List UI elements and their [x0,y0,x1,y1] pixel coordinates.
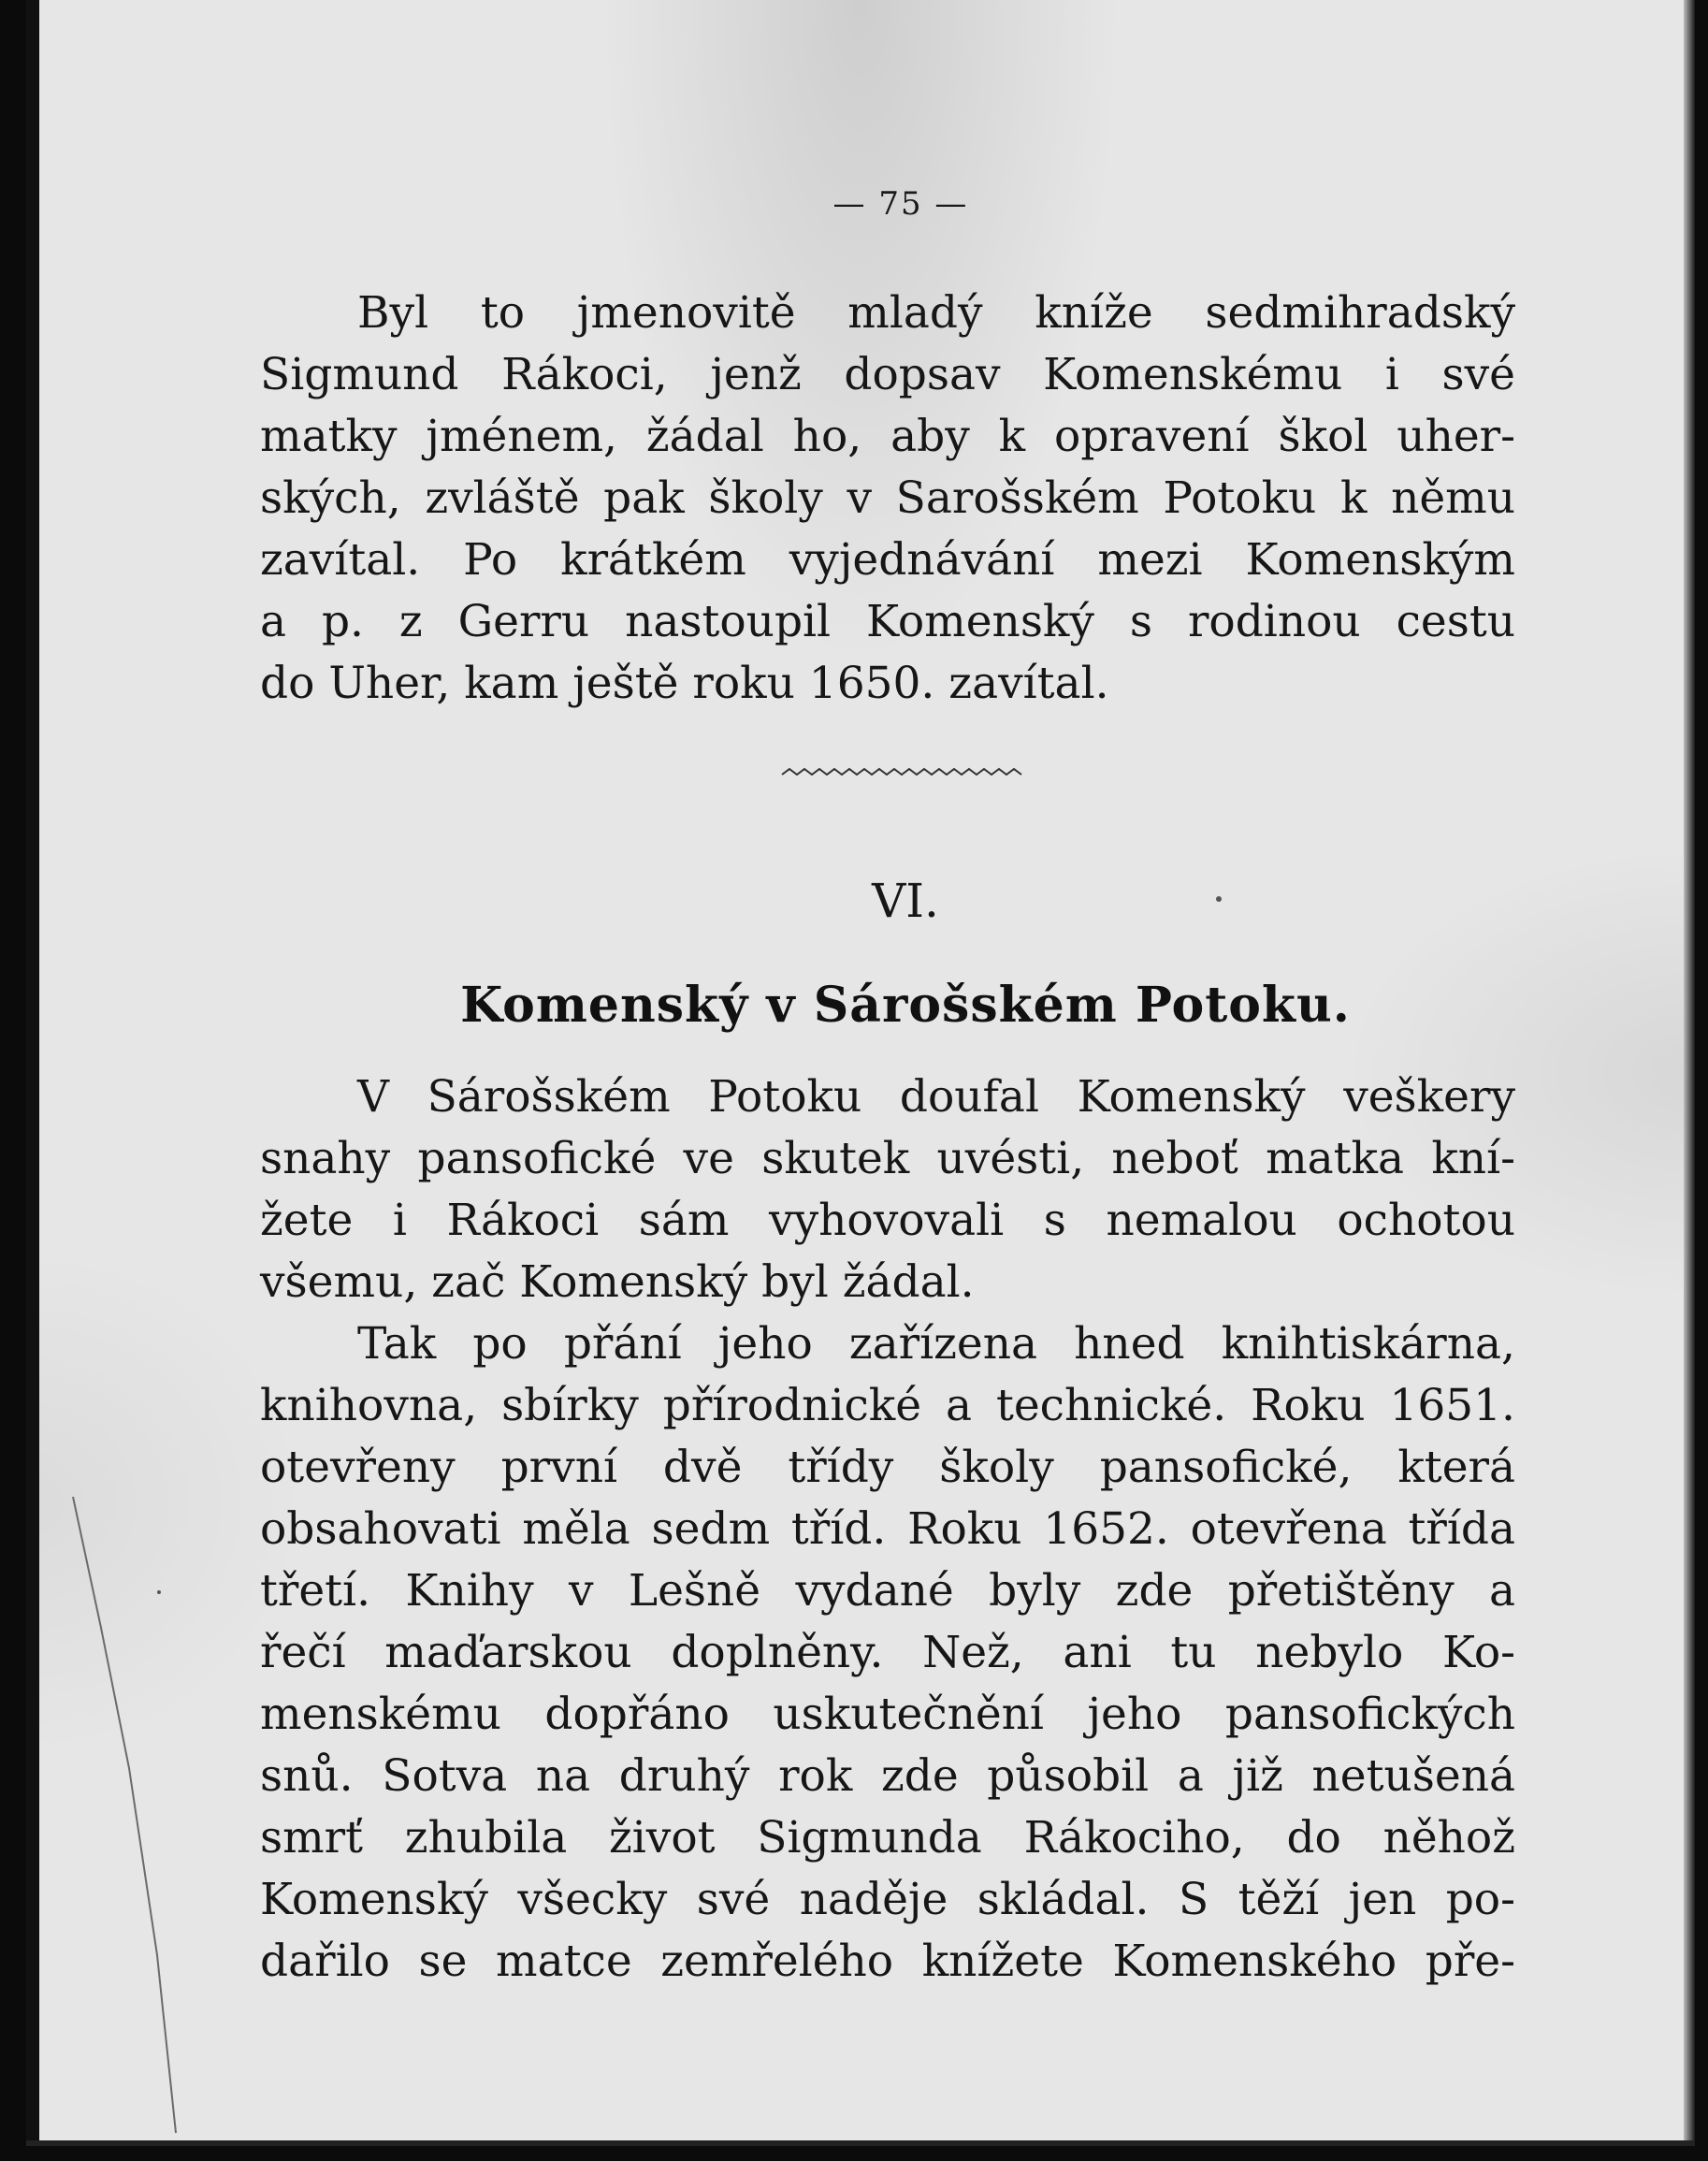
paragraph3-line: snů. Sotva na druhý rok zde působil a již netušená [260,1750,1515,1802]
paragraph3-line: otevřeny první dvě třídy školy pansofické, která [260,1442,1515,1493]
paragraph3-line: knihovna, sbírky přírodnické a technické. Roku 1651. [260,1380,1515,1431]
paragraph2-line: V Sárošském Potoku doufal Komenský veškery [357,1071,1515,1123]
paragraph2-line: snahy pansofické ve skutek uvésti, neboť matka kní- [260,1133,1515,1184]
paragraph3-line: obsahovati měla sedm tříd. Roku 1652. otevřena třída [260,1503,1515,1555]
paragraph3-line: dařilo se matce zemřelého knížete Komenského pře- [260,1936,1515,1987]
paragraph3-line: třetí. Knihy v Lešně vydané byly zde přetištěny a [260,1565,1515,1617]
paragraph2-line: žete i Rákoci sám vyhovovali s nemalou ochotou [260,1195,1515,1246]
paragraph3-line: Komenský všecky své naděje skládal. S těží jen po- [260,1874,1515,1925]
chapter-title: Komenský v Sárošském Potoku. [460,977,1351,1034]
paragraph3-line: smrť zhubila život Sigmunda Rákociho, do něhož [260,1812,1515,1864]
paragraph3-line: menskému dopřáno uskutečnění jeho pansofických [260,1689,1515,1740]
margin-scratch-mark [45,1487,204,2142]
page-number: — 75 — [832,185,969,223]
scanned-page [26,0,1695,2146]
paragraph1-line: do Uher, kam ještě roku 1650. zavítal. [260,658,1109,709]
paragraph1-line: zavítal. Po krátkém vyjednávání mezi Komenským [260,534,1515,586]
paragraph1-line: Byl to jmenovitě mladý kníže sedmihradský [357,287,1515,339]
paragraph1-line: ských, zvláště pak školy v Sarošském Potoku k němu [260,472,1515,524]
paragraph1-line: Sigmund Rákoci, jenž dopsav Komenskému i své [260,349,1515,400]
paragraph1-line: a p. z Gerru nastoupil Komenský s rodinou cestu [260,596,1515,647]
paragraph2-line: všemu, zač Komenský byl žádal. [260,1256,975,1308]
page-bottom-edge [26,2140,1695,2146]
page-right-edge [1684,0,1695,2146]
paragraph3-line: Tak po přání jeho zařízena hned knihtiskárna, [357,1318,1515,1370]
paragraph3-line: řečí maďarskou doplněny. Než, ani tu nebylo Ko- [260,1627,1515,1678]
ornamental-divider [780,761,1027,784]
paragraph1-line: matky jménem, žádal ho, aby k opravení škol uher- [260,411,1515,462]
scan-speck [1216,896,1222,902]
page-binding-edge [26,0,39,2146]
chapter-number: VI. [872,874,939,928]
